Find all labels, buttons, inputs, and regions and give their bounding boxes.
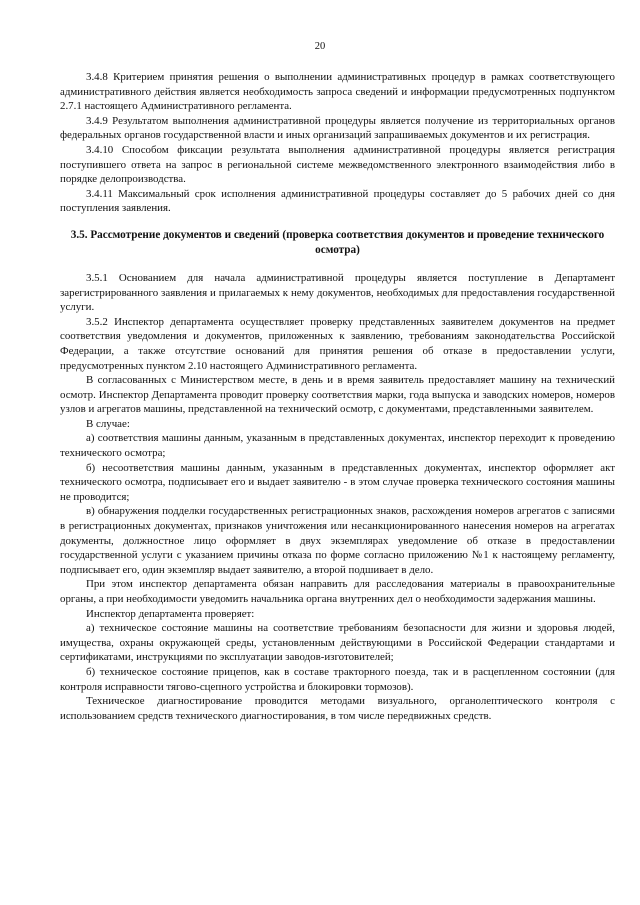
page-number: 20	[314, 41, 326, 52]
paragraph-in-case: В случае:	[86, 417, 130, 430]
list-item-v: в) обнаружения подделки государственных регистрационных знаков, расхождения номеров агрегатов с записями в регистрационных документах, признаков уничтожения или несанкционированного нанесения номеров на агрегатах документы, должностное лицо оформляет в двух экземплярах уведомление об отказе в предоставлении государственной услуги с указанием причины отказа по форме согласно приложению №1 к настоящему регламенту, подписывает его, один экземпляр выдает заявителю, а второй подшивает в дело.	[60, 505, 615, 576]
paragraph-law-enforcement: При этом инспектор департамента обязан направить для расследования материалы в правоохранительные органы, а при необходимости уведомить начальника органа внутренних дел о необходимости задержания машины.	[60, 578, 615, 605]
paragraph-3-4-10: 3.4.10 Способом фиксации результата выполнения административной процедуры является регистрация поступившего ответа на запрос в региональной системе межведомственного электронного взаимодействия либо в порядке делопроизводства.	[60, 143, 615, 186]
paragraph-3-4-11: 3.4.11 Максимальный срок исполнения административной процедуры составляет до 5 рабочих дней со дня поступления заявления.	[60, 187, 615, 215]
paragraph-inspector-checks: Инспектор департамента проверяет:	[86, 607, 255, 620]
check-item-a: а) техническое состояние машины на соответствие требованиям безопасности для жизни и здоровья людей, имущества, охраны окружающей среды, установленным действующими в Российской Федерации стандартами и сертификатами, инструкциями по эксплуатации заводов-изготовителей;	[60, 622, 615, 664]
paragraph-3-5-1: 3.5.1 Основанием для начала административной процедуры является поступление в Департамент зарегистрированного заявления и прилагаемых к нему документов, необходимых для предоставления государственной услуги.	[60, 271, 615, 314]
section-heading-3-5: 3.5. Рассмотрение документов и сведений (проверка соответствия документов и проведение технического осмотра)	[70, 228, 605, 256]
paragraph-3-5-2: 3.5.2 Инспектор департамента осуществляет проверку представленных заявителем документов на предмет соответствия уведомления и документов, приложенных к заявлению, требованиям законодательства Российской Федерации, а также отсутствие оснований для принятия решения об отказе в предоставлении услуги, предусмотренных пунктом 2.10 настоящего Административного регламента.	[60, 315, 615, 372]
paragraph-inspection-scheduling: В согласованных с Министерством месте, в день и в время заявитель предоставляет машину на технический осмотр. Инспектор Департамента проводит проверку соответствия марки, года выпуска и заводских номеров, номеров узлов и агрегатов машины, представленной на технический осмотр, с документами, представленными заявителем.	[60, 374, 615, 416]
paragraph-3-4-9: 3.4.9 Результатом выполнения административной процедуры является получение из территориальных органов федеральных органов государственной власти и иных организаций запрашиваемых документов и их регистрация.	[60, 114, 615, 142]
list-item-b: б) несоответствия машины данным, указанным в представленных документах, инспектор оформляет акт технического осмотра, подписывает его и выдает заявителю - в этом случае проверка технического состояния машины не проводится;	[60, 461, 615, 503]
check-item-b: б) техническое состояние прицепов, как в составе тракторного поезда, так и в расцепленном состоянии (для контроля исправности тягово-сцепного устройства и блокировки тормозов).	[60, 665, 615, 693]
paragraph-3-4-8: 3.4.8 Критерием принятия решения о выполнении административных процедур в рамках соответствующего административного действия является необходимость запроса сведений и информации предусмотренных подпунктом 2.7.1 настоящего Административного регламента.	[60, 71, 615, 113]
page-content	[60, 70, 615, 723]
paragraph-diagnostics: Техническое диагностирование проводится методами визуального, органолептического контроля с использованием средств технического диагностирования, в том числе передвижных средств.	[60, 695, 615, 722]
list-item-a: а) соответствия машины данным, указанным в представленных документах, инспектор переходит к проведению технического осмотра;	[60, 432, 615, 460]
